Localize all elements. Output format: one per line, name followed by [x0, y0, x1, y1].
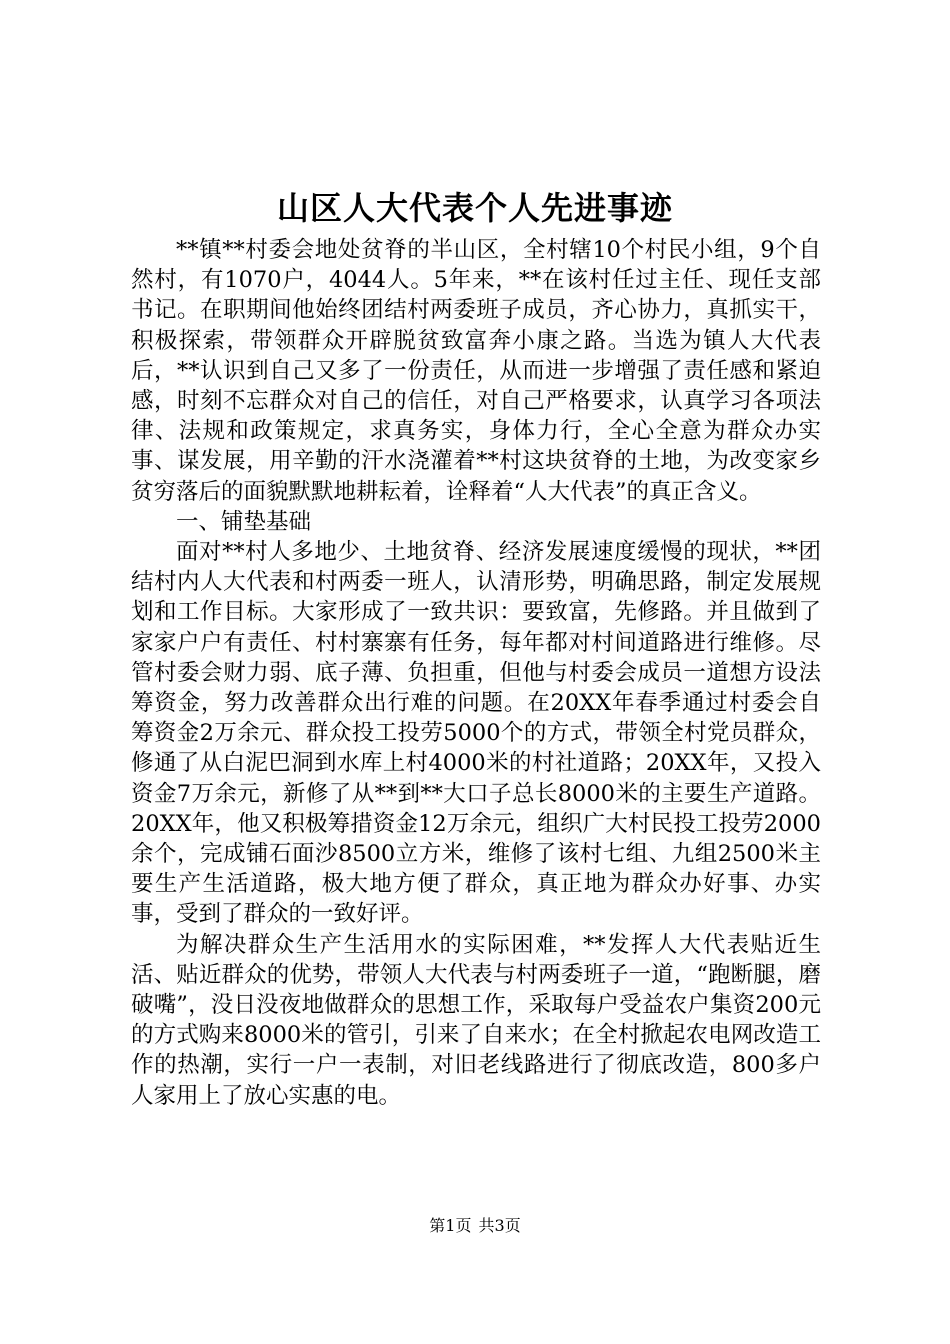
section-heading: 一、铺垫基础	[176, 508, 312, 535]
document-title: 山区人大代表个人先进事迹	[276, 189, 673, 227]
document-body	[131, 235, 821, 1111]
page-footer: 第1页 共3页	[429, 1216, 521, 1235]
paragraph-roads: 面对**村人多地少、土地贫脊、经济发展速度缓慢的现状，**团结村内人大代表和村两委一班人，认清形势，明确思路，制定发展规划和工作目标。大家形成了一致共识：要致富，先修路。并且做到了家家户户有责任、村村寨寨有任务，每年都对村间道路进行维修。尽管村委会财力弱、底子薄、负担重，但他与村委会成员一道想方设法筹资金，努力改善群众出行难的问题。在20XX年春季通过村委会自筹资金2万余元、群众投工投劳5000个的方式，带领全村党员群众，修通了从白泥巴洞到水库上村4000米的村社道路；20XX年，又投入资金7万余元，新修了从**到**大口子总长8000米的主要生产道路。20XX年，他又积极筹措资金12万余元，组织广大村民投工投劳2000余个，完成铺石面沙8500立方米，维修了该村七组、九组2500米主要生产生活道路，极大地方便了群众，真正地为群众办好事、办实事，受到了群众的一致好评。	[131, 539, 821, 928]
paragraph-water-power: 为解决群众生产生活用水的实际困难，**发挥人大代表贴近生活、贴近群众的优势，带领人大代表与村两委班子一道，“跑断腿，磨破嘴”，没日没夜地做群众的思想工作，采取每户受益农户集资200元的方式购来8000米的管引，引来了自来水；在全村掀起农电网改造工作的热潮，实行一户一表制，对旧老线路进行了彻底改造，800多户人家用上了放心实惠的电。	[131, 931, 821, 1109]
paragraph-intro: **镇**村委会地处贫脊的半山区，全村辖10个村民小组，9个自然村，有1070户，4044人。5年来，**在该村任过主任、现任支部书记。在职期间他始终团结村两委班子成员，齐心协力，真抓实干，积极探索，带领群众开辟脱贫致富奔小康之路。当选为镇人大代表后，**认识到自己又多了一份责任，从而进一步增强了责任感和紧迫感，时刻不忘群众对自己的信任，对自己严格要求，认真学习各项法律、法规和政策规定，求真务实，身体力行，全心全意为群众办实事、谋发展，用辛勤的汗水浇灌着**村这块贫脊的土地，为改变家乡贫穷落后的面貌默默地耕耘着，诠释着“人大代表”的真正含义。	[131, 237, 821, 505]
